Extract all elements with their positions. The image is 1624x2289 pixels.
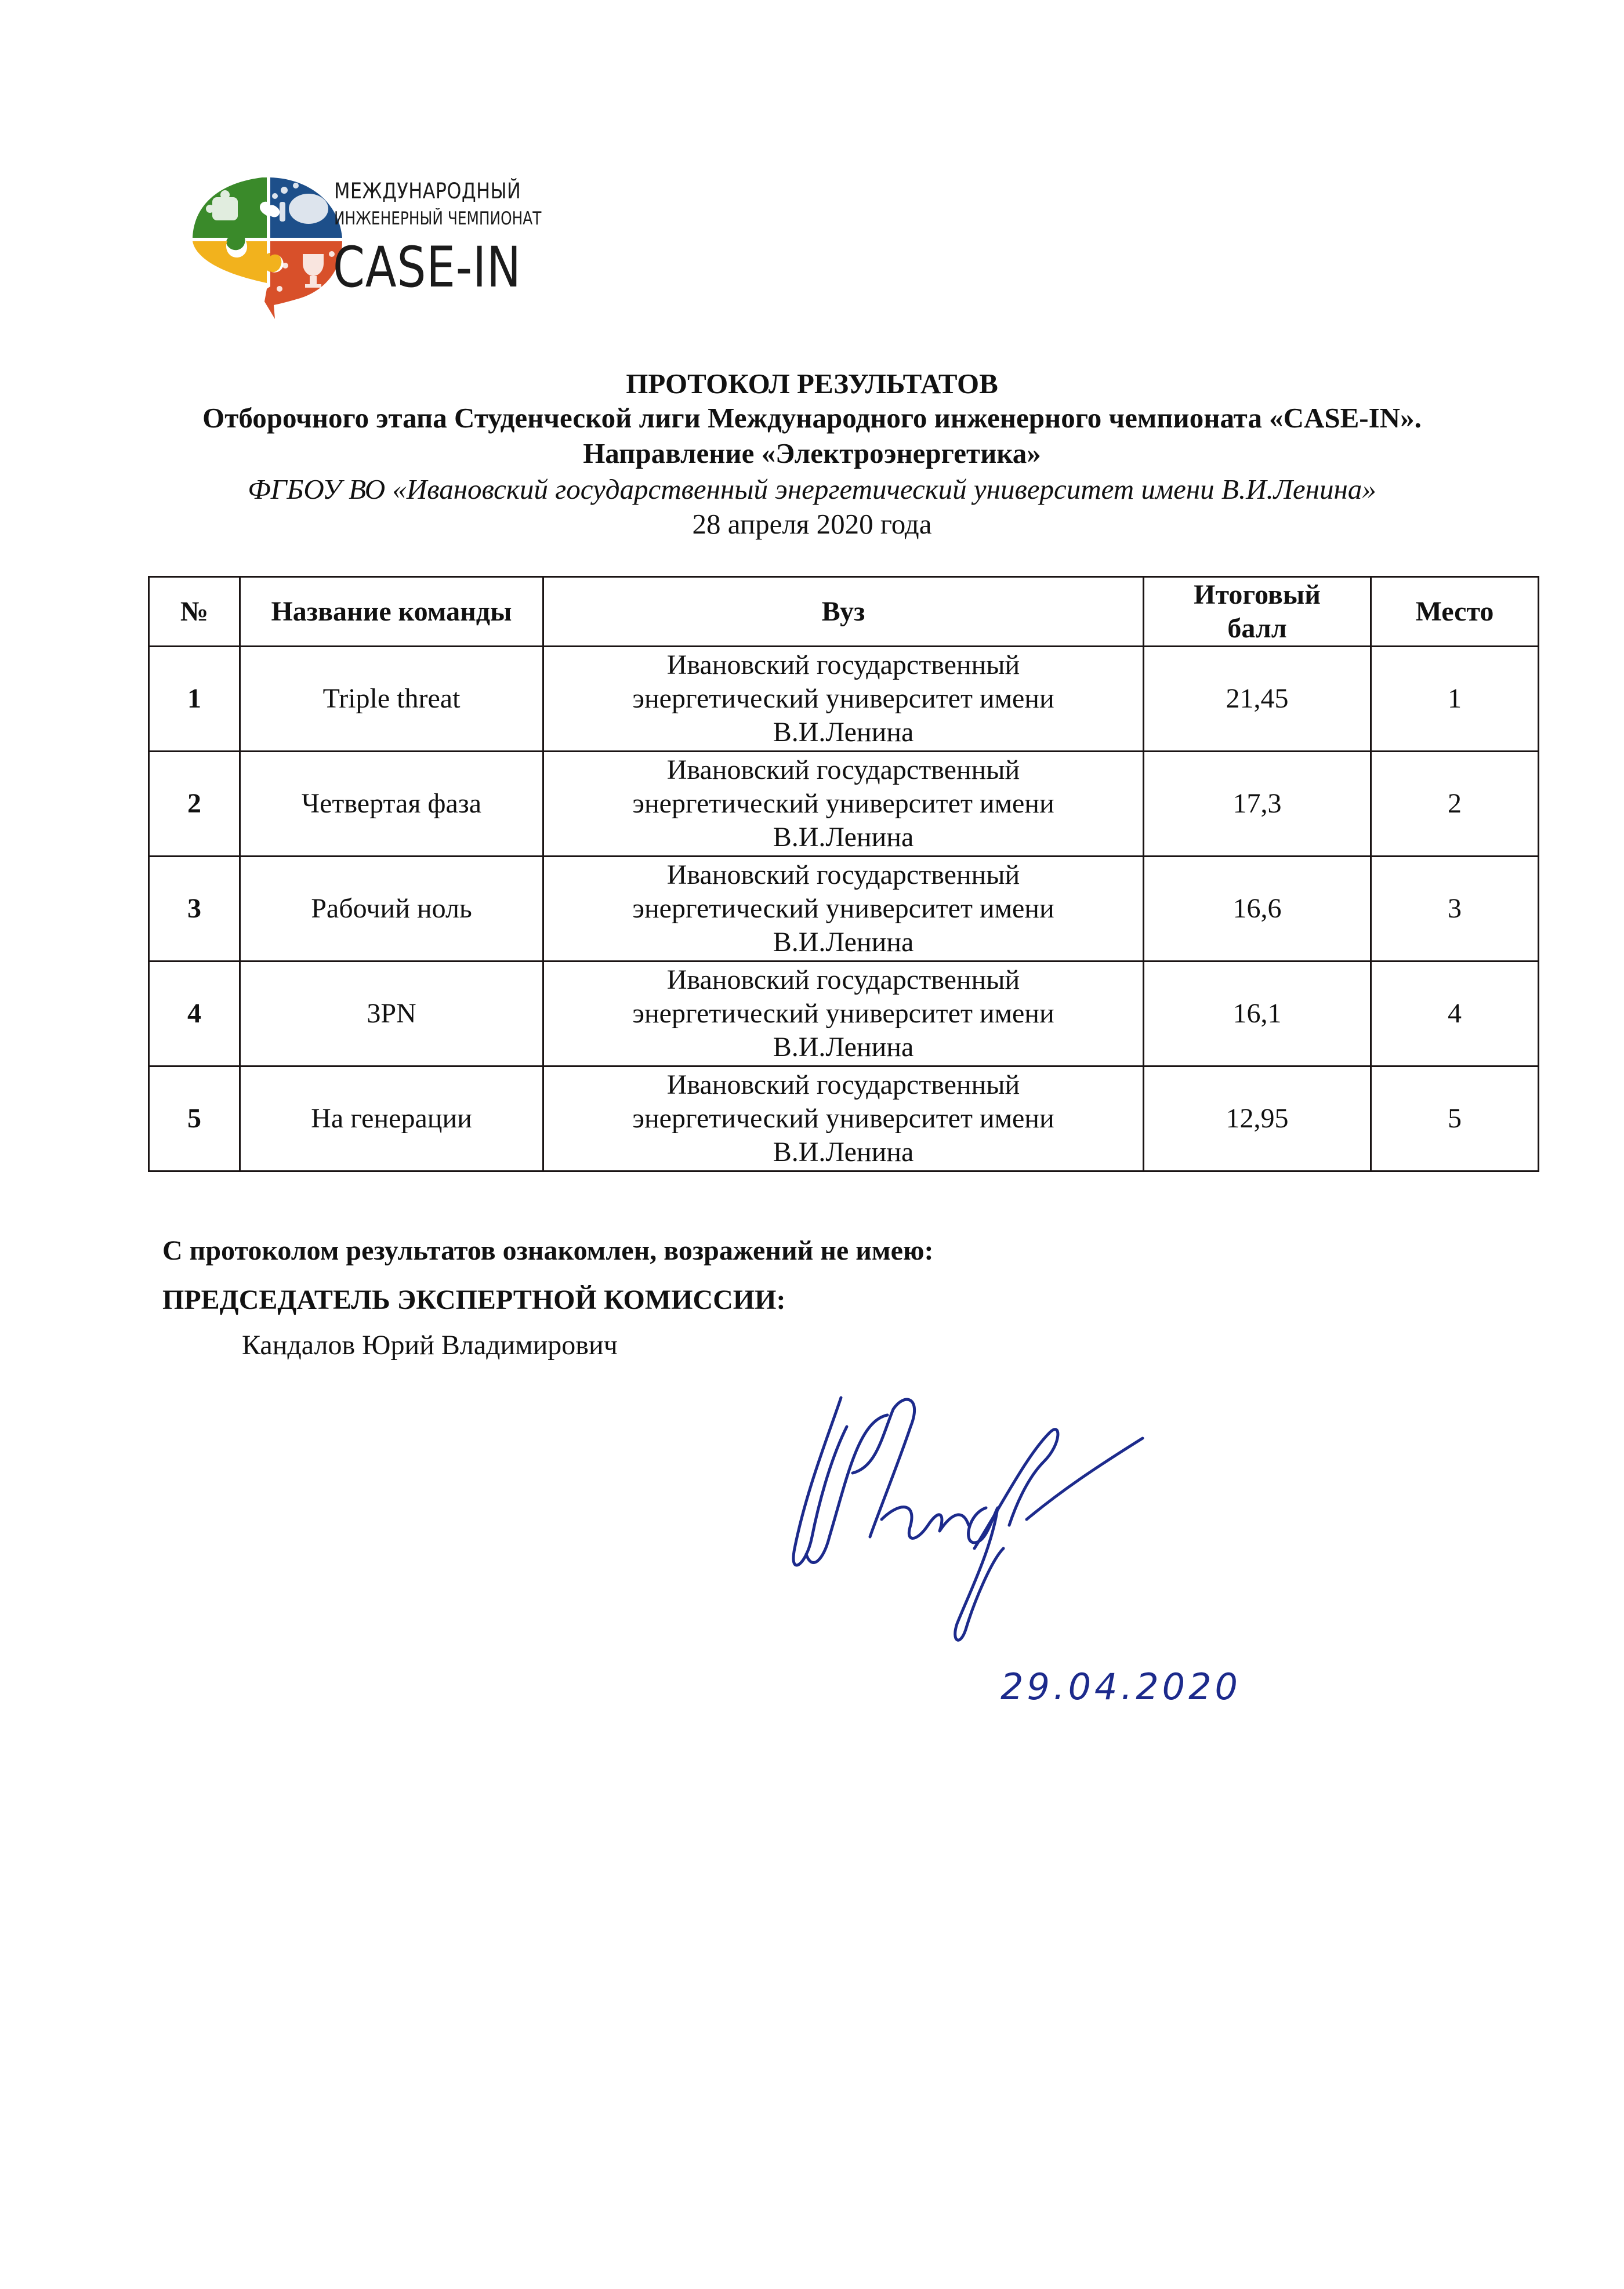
team-name: 3PN [240, 962, 543, 1066]
university-name [543, 1066, 1144, 1171]
university-name [543, 647, 1144, 752]
final-score: 21,45 [1144, 647, 1371, 752]
organization-line: ФГБОУ ВО «Ивановский государственный энергетический университет имени В.И.Ленина» [248, 473, 1376, 505]
results-table [148, 576, 1539, 1172]
row-number: 1 [149, 647, 240, 752]
column-header-team: Название команды [240, 577, 543, 647]
signature-strokes [793, 1398, 1143, 1640]
row-number: 4 [149, 962, 240, 1066]
place: 5 [1371, 1066, 1539, 1171]
document-title: ПРОТОКОЛ РЕЗУЛЬТАТОВ [626, 368, 998, 400]
place: 2 [1371, 752, 1539, 857]
document-date: 28 апреля 2020 года [692, 508, 932, 540]
logo-line-1: МЕЖДУНАРОДНЫЙ [334, 179, 521, 204]
brain-logo-icon [187, 167, 343, 324]
table-row [149, 962, 1539, 1066]
team-name: На генерации [240, 1066, 543, 1171]
column-header-score-label: Итоговый балл [1194, 579, 1321, 644]
university-text: Ивановский государственный энергетический университет имени В.И.Ленина [632, 859, 1054, 957]
chair-label: ПРЕДСЕДАТЕЛЬ ЭКСПЕРТНОЙ КОМИССИИ: [162, 1285, 786, 1315]
logo-line-3: CASE-IN [333, 235, 521, 300]
handwritten-signature [771, 1374, 1264, 1722]
document-subtitle: Отборочного этапа Студенческой лиги Международного инженерного чемпионата «CASE-IN». [202, 402, 1422, 434]
chair-name: Кандалов Юрий Владимирович [242, 1330, 618, 1361]
case-in-logo [187, 161, 558, 329]
university-name [543, 752, 1144, 857]
row-number: 2 [149, 752, 240, 857]
university-text: Ивановский государственный энергетический университет имени В.И.Ленина [632, 754, 1054, 853]
final-score: 12,95 [1144, 1066, 1371, 1171]
final-score: 17,3 [1144, 752, 1371, 857]
table-header-row [149, 577, 1539, 647]
final-score: 16,6 [1144, 857, 1371, 962]
table-row [149, 752, 1539, 857]
table-row [149, 1066, 1539, 1171]
team-name: Рабочий ноль [240, 857, 543, 962]
place: 4 [1371, 962, 1539, 1066]
row-number: 5 [149, 1066, 240, 1171]
direction-line: Направление «Электроэнергетика» [583, 437, 1041, 469]
column-header-number: № [149, 577, 240, 647]
team-name: Triple threat [240, 647, 543, 752]
place: 1 [1371, 647, 1539, 752]
university-text: Ивановский государственный энергетический университет имени В.И.Ленина [632, 964, 1054, 1062]
table-row [149, 857, 1539, 962]
university-text: Ивановский государственный энергетический университет имени В.И.Ленина [632, 650, 1054, 748]
team-name: Четвертая фаза [240, 752, 543, 857]
agreement-statement: С протоколом результатов ознакомлен, возражений не имею: [162, 1235, 934, 1266]
place: 3 [1371, 857, 1539, 962]
university-name [543, 962, 1144, 1066]
column-header-score [1144, 577, 1371, 647]
table-row [149, 647, 1539, 752]
final-score: 16,1 [1144, 962, 1371, 1066]
column-header-university: Вуз [543, 577, 1144, 647]
column-header-place: Место [1371, 577, 1539, 647]
university-text: Ивановский государственный энергетический университет имени В.И.Ленина [632, 1069, 1054, 1167]
logo-line-2: ИНЖЕНЕРНЫЙ ЧЕМПИОНАТ [334, 208, 542, 229]
university-name [543, 857, 1144, 962]
handwritten-date: 29.04.2020 [1000, 1666, 1241, 1708]
row-number: 3 [149, 857, 240, 962]
